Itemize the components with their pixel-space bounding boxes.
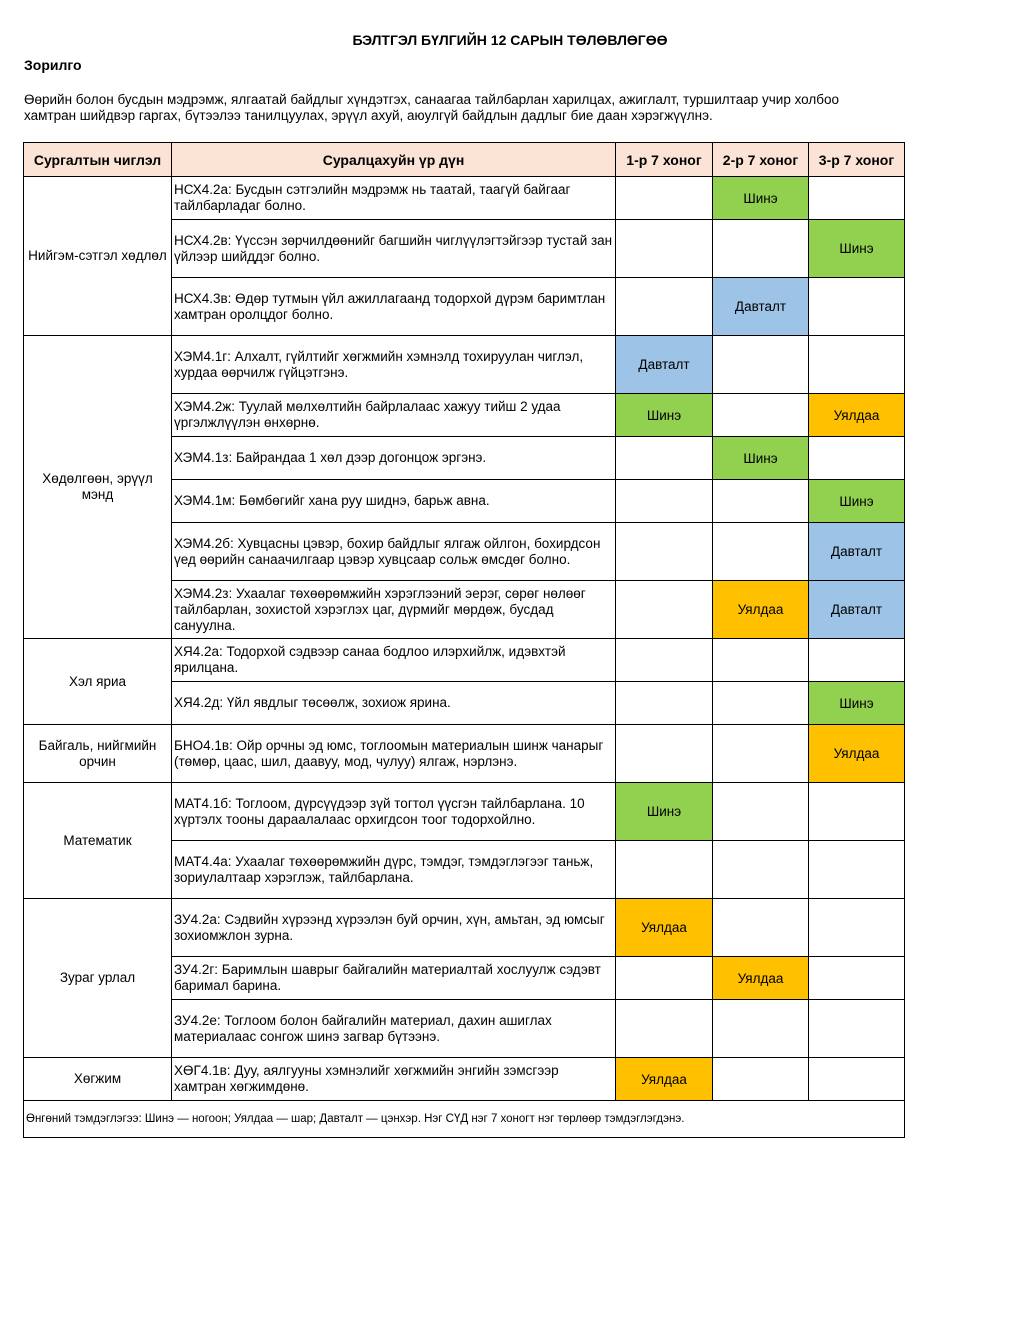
week-1-cell xyxy=(616,1000,713,1058)
week-2-cell xyxy=(713,639,809,682)
header-week-2: 2-р 7 хоног xyxy=(713,143,809,177)
week-2-cell xyxy=(713,682,809,725)
week-3-cell: Шинэ xyxy=(809,220,905,278)
learning-area-cell: Хөгжим xyxy=(24,1058,172,1101)
week-3-cell xyxy=(809,278,905,336)
week-1-cell xyxy=(616,220,713,278)
table-body xyxy=(24,177,905,1138)
outcome-cell: ХЭМ4.2б: Хувцасны цэвэр, бохир байдлыг ялгаж ойлгон, бохирдсон үед өөрийн санаачилгаар цэвэр хувцсаар сольж өмсдөг болно. xyxy=(172,523,616,581)
outcome-cell: НСХ4.3в: Өдөр тутмын үйл ажиллагаанд тодорхой дүрэм баримтлан хамтран оролцдог болно. xyxy=(172,278,616,336)
week-1-cell: Давталт xyxy=(616,336,713,394)
week-2-cell xyxy=(713,841,809,899)
week-2-cell: Уялдаа xyxy=(713,957,809,1000)
header-outcome: Суралцахуйн үр дүн xyxy=(172,143,616,177)
learning-area-cell: Хэл яриа xyxy=(24,639,172,725)
learning-area-cell: Байгаль, нийгмийн орчин xyxy=(24,725,172,783)
table-row xyxy=(24,725,905,783)
week-2-cell: Шинэ xyxy=(713,177,809,220)
learning-area-cell: Зураг урлал xyxy=(24,899,172,1058)
week-2-cell xyxy=(713,725,809,783)
week-1-cell xyxy=(616,957,713,1000)
week-2-cell xyxy=(713,394,809,437)
table-row xyxy=(24,177,905,220)
week-1-cell xyxy=(616,437,713,480)
week-1-cell: Шинэ xyxy=(616,783,713,841)
table-row xyxy=(24,336,905,394)
week-3-cell xyxy=(809,177,905,220)
week-2-cell: Шинэ xyxy=(713,437,809,480)
outcome-cell: НСХ4.2а: Бусдын сэтгэлийн мэдрэмж нь таатай, таагүй байгааг тайлбарладаг болно. xyxy=(172,177,616,220)
color-legend-note: Өнгөний тэмдэглэгээ: Шинэ — ногоон; Уялдаа — шар; Давталт — цэнхэр. Нэг СҮД нэг 7 хоногт нэг төрлөөр тэмдэглэгдэнэ. xyxy=(24,1101,905,1138)
outcome-cell: МАТ4.4а: Ухаалаг төхөөрөмжийн дүрс, тэмдэг, тэмдэглэгээг таньж, зориулалтаар хэрэглэж, тайлбарлана. xyxy=(172,841,616,899)
table-row xyxy=(24,783,905,841)
outcome-cell: ЗУ4.2а: Сэдвийн хүрээнд хүрээлэн буй орчин, хүн, амьтан, эд юмсыг зохиомжлон зурна. xyxy=(172,899,616,957)
week-1-cell: Уялдаа xyxy=(616,1058,713,1101)
week-2-cell xyxy=(713,480,809,523)
outcome-cell: ХЭМ4.2ж: Туулай мөлхөлтийн байрлалаас хажуу тийш 2 удаа үргэлжлүүлэн өнхөрнө. xyxy=(172,394,616,437)
learning-area-cell: Математик xyxy=(24,783,172,899)
table-row xyxy=(24,899,905,957)
outcome-cell: ХЯ4.2д: Үйл явдлыг төсөөлж, зохиож ярина. xyxy=(172,682,616,725)
week-1-cell xyxy=(616,639,713,682)
week-3-cell: Уялдаа xyxy=(809,725,905,783)
week-3-cell xyxy=(809,841,905,899)
week-1-cell xyxy=(616,841,713,899)
week-2-cell: Давталт xyxy=(713,278,809,336)
week-3-cell xyxy=(809,639,905,682)
week-3-cell: Шинэ xyxy=(809,480,905,523)
page-title: БЭЛТГЭЛ БҮЛГИЙН 12 САРЫН ТӨЛӨВЛӨГӨӨ xyxy=(352,32,668,48)
week-2-cell xyxy=(713,336,809,394)
week-2-cell xyxy=(713,783,809,841)
header-area: Сургалтын чиглэл xyxy=(24,143,172,177)
learning-area-cell: Нийгэм-сэтгэл хөдлөл xyxy=(24,177,172,336)
week-2-cell xyxy=(713,1058,809,1101)
week-1-cell xyxy=(616,480,713,523)
week-1-cell xyxy=(616,523,713,581)
week-1-cell xyxy=(616,177,713,220)
week-2-cell xyxy=(713,523,809,581)
outcome-cell: ЗУ4.2г: Баримлын шаврыг байгалийн материалтай хослуулж сэдэвт баримал барина. xyxy=(172,957,616,1000)
week-1-cell: Уялдаа xyxy=(616,899,713,957)
week-3-cell: Давталт xyxy=(809,523,905,581)
header-week-1: 1-р 7 хоног xyxy=(616,143,713,177)
goal-heading: Зорилго xyxy=(24,57,82,73)
week-3-cell xyxy=(809,1000,905,1058)
outcome-cell: НСХ4.2в: Үүссэн зөрчилдөөнийг багшийн чиглүүлэгтэйгээр тустай зан үйлээр шийддэг болно. xyxy=(172,220,616,278)
plan-table xyxy=(23,142,905,1138)
goal-line: Өөрийн болон бусдын мэдрэмж, ялгаатай байдлыг хүндэтгэх, санаагаа тайлбарлан харилцах, ажиглалт, туршилтаар учир холбоо xyxy=(24,92,840,107)
outcome-cell: ХЭМ4.1з: Байрандаа 1 хөл дээр догонцож эргэнэ. xyxy=(172,437,616,480)
week-3-cell xyxy=(809,957,905,1000)
week-1-cell xyxy=(616,278,713,336)
table-row xyxy=(24,1058,905,1101)
week-1-cell xyxy=(616,725,713,783)
outcome-cell: ХЭМ4.1г: Алхалт, гүйлтийг хөгжмийн хэмнэлд тохируулан чиглэл, хурдаа өөрчилж гүйцэтгэнэ. xyxy=(172,336,616,394)
week-1-cell: Шинэ xyxy=(616,394,713,437)
outcome-cell: ХӨГ4.1в: Дуу, аялгууны хэмнэлийг хөгжмийн энгийн зэмсгээр хамтран хөгжимдөнө. xyxy=(172,1058,616,1101)
week-2-cell xyxy=(713,220,809,278)
table-row xyxy=(24,639,905,682)
outcome-cell: БНО4.1в: Ойр орчны эд юмс, тоглоомын материалын шинж чанарыг (төмөр, цаас, шил, даавуу, мод, чулуу) ялгаж, нэрлэнэ. xyxy=(172,725,616,783)
outcome-cell: ЗУ4.2е: Тоглоом болон байгалийн материал, дахин ашиглах материалаас сонгож шинэ загвар бүтээнэ. xyxy=(172,1000,616,1058)
header-week-3: 3-р 7 хоног xyxy=(809,143,905,177)
week-3-cell xyxy=(809,1058,905,1101)
week-3-cell xyxy=(809,899,905,957)
week-3-cell: Уялдаа xyxy=(809,394,905,437)
outcome-cell: МАТ4.1б: Тоглоом, дүрсүүдээр зүй тогтол үүсгэн тайлбарлана. 10 хүртэлх тооны дараалалаас орхигдсон тоог тодорхойлно. xyxy=(172,783,616,841)
week-3-cell: Шинэ xyxy=(809,682,905,725)
outcome-cell: ХЭМ4.1м: Бөмбөгийг хана руу шиднэ, барьж авна. xyxy=(172,480,616,523)
learning-area-cell: Хөдөлгөөн, эрүүл мэнд xyxy=(24,336,172,639)
goal-line: хамтран шийдвэр гаргах, бүтээлээ танилцуулах, эрүүл ахуй, аюулгүй байдлын дадлыг бие даан хэрэгжүүлнэ. xyxy=(24,108,713,123)
week-3-cell xyxy=(809,437,905,480)
week-2-cell xyxy=(713,899,809,957)
outcome-cell: ХЭМ4.2з: Ухаалаг төхөөрөмжийн хэрэглээний эерэг, сөрөг нөлөөг тайлбарлан, зохистой хэрэглэх цаг, дүрмийг мөрдөж, бусдад сануулна. xyxy=(172,581,616,639)
week-1-cell xyxy=(616,682,713,725)
week-3-cell xyxy=(809,783,905,841)
week-3-cell: Давталт xyxy=(809,581,905,639)
week-2-cell xyxy=(713,1000,809,1058)
week-3-cell xyxy=(809,336,905,394)
week-2-cell: Уялдаа xyxy=(713,581,809,639)
note-row xyxy=(24,1101,905,1138)
week-1-cell xyxy=(616,581,713,639)
table-header-row xyxy=(24,143,905,177)
outcome-cell: ХЯ4.2а: Тодорхой сэдвээр санаа бодлоо илэрхийлж, идэвхтэй ярилцана. xyxy=(172,639,616,682)
goal-paragraph xyxy=(24,92,904,124)
